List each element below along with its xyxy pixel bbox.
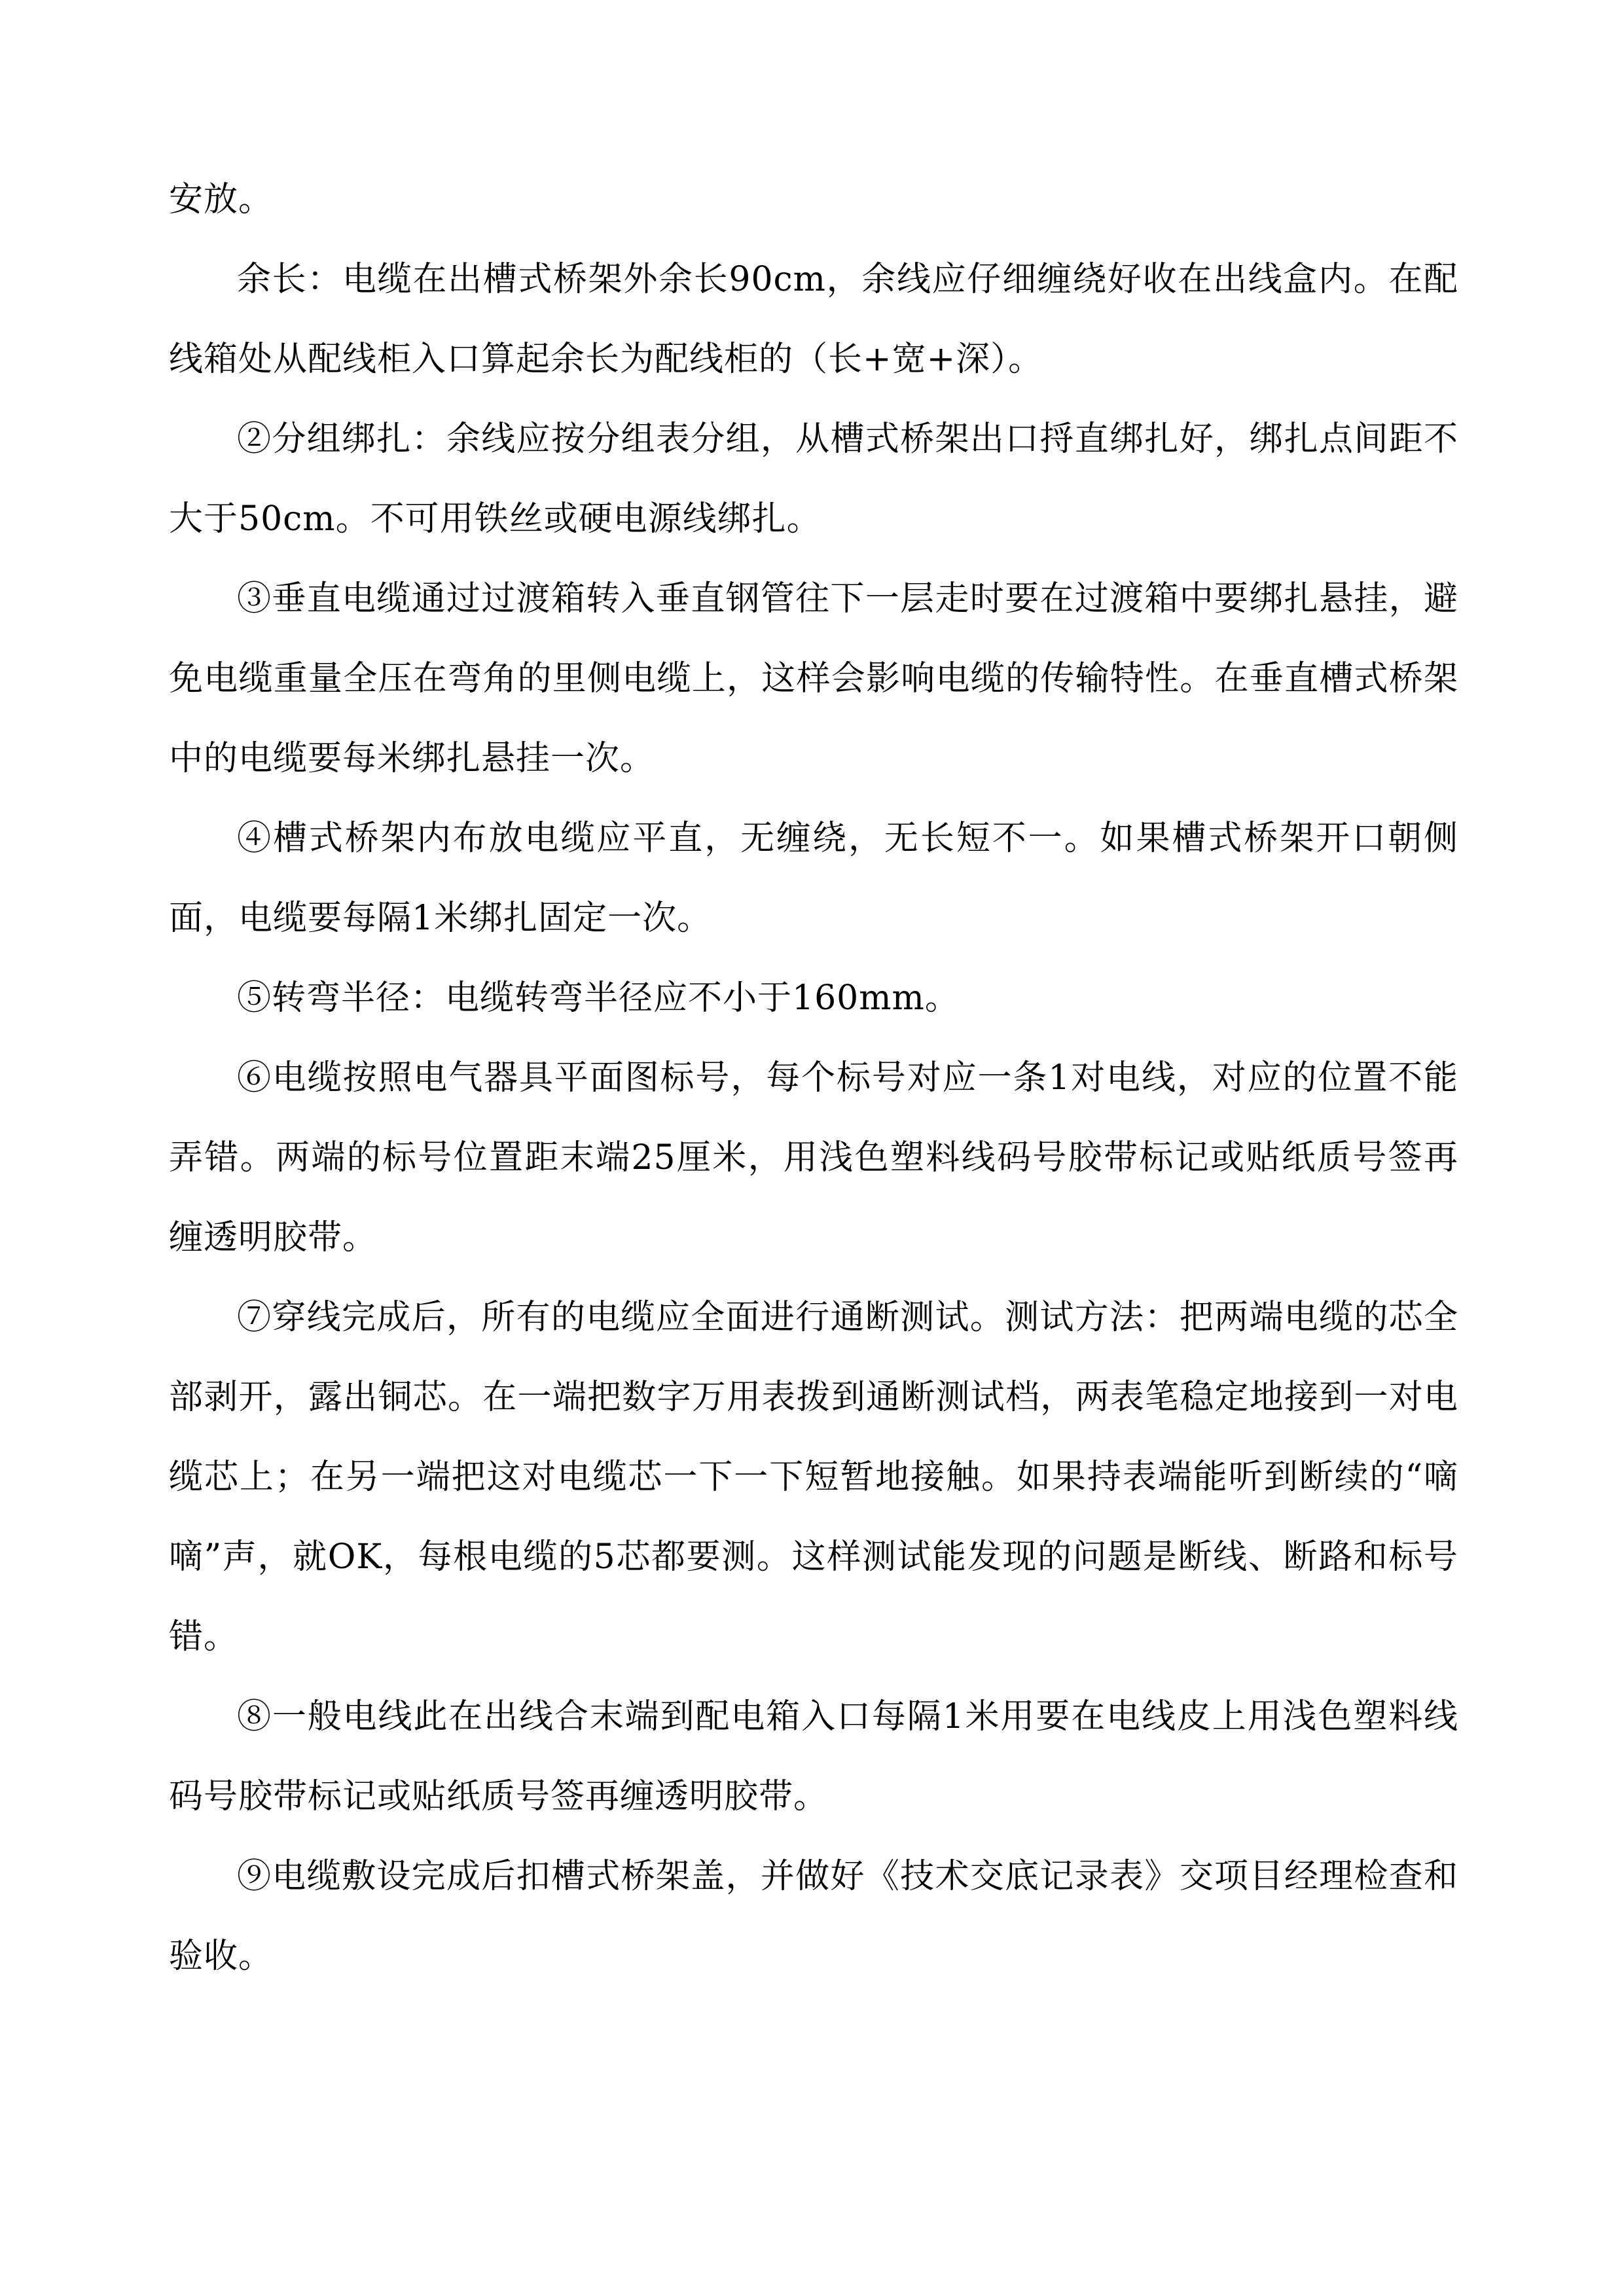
- document-body: [169, 160, 1458, 1996]
- paragraph-tray-layout: ④槽式桥架内布放电缆应平直，无缠绕，无长短不一。如果槽式桥架开口朝侧面，电缆要每隔1米绑扎固定一次。: [169, 819, 1458, 938]
- paragraph-excess-length: 余长：电缆在出槽式桥架外余长90cm，余线应仔细缠绕好收在出线盒内。在配线箱处从配线柜入口算起余长为配线柜的（长+宽+深）。: [169, 260, 1458, 379]
- paragraph-acceptance: ⑨电缆敷设完成后扣槽式桥架盖，并做好《技术交底记录表》交项目经理检查和验收。: [169, 1857, 1458, 1976]
- paragraph-group-binding: ②分组绑扎：余线应按分组表分组，从槽式桥架出口捋直绑扎好，绑扎点间距不大于50cm。不可用铁丝或硬电源线绑扎。: [169, 420, 1458, 539]
- paragraph-continuity-test: ⑦穿线完成后，所有的电缆应全面进行通断测试。测试方法：把两端电缆的芯全部剥开，露出铜芯。在一端把数字万用表拨到通断测试档，两表笔稳定地接到一对电缆芯上；在另一端把这对电缆芯一下一下短暂地接触。如果持表端能听到断续的“嘀嘀”声，就OK，每根电缆的5芯都要测。这样测试能发现的问题是断线、断路和标号错。: [169, 1298, 1458, 1657]
- paragraph-cable-labeling: ⑥电缆按照电气器具平面图标号，每个标号对应一条1对电线，对应的位置不能弄错。两端的标号位置距末端25厘米，用浅色塑料线码号胶带标记或贴纸质号签再缠透明胶带。: [169, 1058, 1458, 1257]
- paragraph-wire-marking: ⑧一般电线此在出线合末端到配电箱入口每隔1米用要在电线皮上用浅色塑料线码号胶带标记或贴纸质号签再缠透明胶带。: [169, 1697, 1458, 1816]
- paragraph-bend-radius: ⑤转弯半径：电缆转弯半径应不小于160mm。: [237, 978, 960, 1018]
- paragraph-continuation: 安放。: [169, 180, 274, 219]
- paragraph-vertical-cable: ③垂直电缆通过过渡箱转入垂直钢管往下一层走时要在过渡箱中要绑扎悬挂，避免电缆重量全压在弯角的里侧电缆上，这样会影响电缆的传输特性。在垂直槽式桥架中的电缆要每米绑扎悬挂一次。: [169, 579, 1458, 778]
